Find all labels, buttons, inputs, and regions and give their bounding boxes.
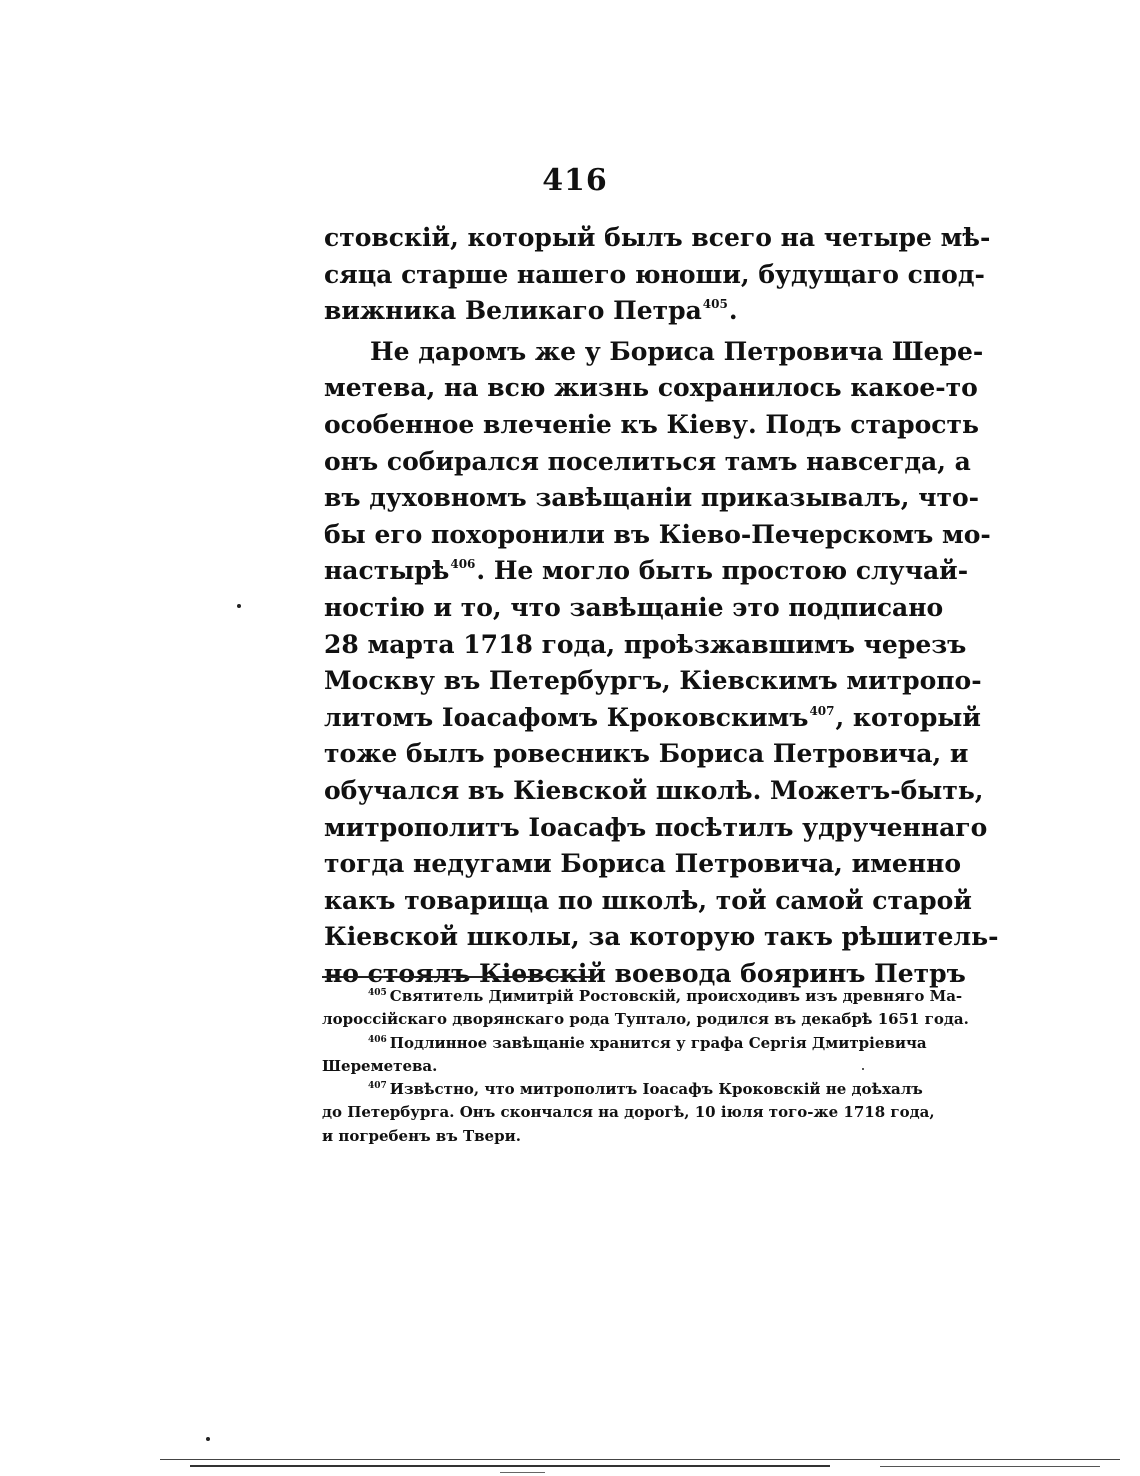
footnote-marker: 406 xyxy=(368,1034,387,1045)
text-segment: Кіевской школы, за которую такъ рѣшитель- xyxy=(324,922,999,952)
text-segment: но стоялъ Кіевскій воевода бояринъ Петръ xyxy=(324,958,966,988)
footnote-marker: 406 xyxy=(450,557,476,572)
scan-speck xyxy=(206,1437,210,1441)
text-line xyxy=(324,293,916,330)
text-segment: тоже былъ ровесникъ Бориса Петровича, и xyxy=(324,739,969,769)
text-segment: Святитель Димитрій Ростовскій, происходивъ изъ древняго Ма- xyxy=(389,987,963,1005)
text-segment: стовскій, который былъ всего на четыре мѣ- xyxy=(324,223,991,252)
text-line xyxy=(324,773,984,810)
text-line xyxy=(324,846,961,883)
text-segment: . Не могло быть простою случай- xyxy=(476,556,969,586)
footnote-marker: 407 xyxy=(809,703,835,718)
footnote-marker: 405 xyxy=(702,297,728,312)
text-line xyxy=(324,553,969,590)
text-segment: Не даромъ же у Бориса Петровича Шере- xyxy=(370,336,984,366)
text-line xyxy=(324,407,979,444)
text-segment: настырѣ xyxy=(324,556,450,586)
scan-edge-line xyxy=(880,1466,1100,1467)
paragraph-start-line xyxy=(324,334,984,371)
text-segment: тогда недугами Бориса Петровича, именно xyxy=(324,849,961,879)
text-line xyxy=(324,883,972,920)
text-segment: сяца старше нашего юноши, будущаго спод- xyxy=(324,259,985,289)
footnote-line xyxy=(322,1101,935,1124)
text-segment: онъ собирался поселиться тамъ навсегда, а xyxy=(324,446,971,476)
scan-speck xyxy=(237,604,241,608)
text-line xyxy=(324,919,999,956)
text-line xyxy=(324,220,991,257)
text-segment: и погребенъ въ Твери. xyxy=(322,1126,521,1145)
scan-edge-line xyxy=(500,1472,545,1473)
text-segment: бы его похоронили въ Кіево-Печерскомъ мо- xyxy=(324,519,991,549)
text-segment: Извѣстно, что митрополитъ Іоасафъ Кроковскій не доѣхалъ xyxy=(389,1080,923,1099)
text-segment: ностію и то, что завѣщаніе это подписано xyxy=(324,592,944,622)
text-segment: въ духовномъ завѣщаніи приказывалъ, что- xyxy=(324,483,980,513)
text-line xyxy=(324,517,991,554)
text-line xyxy=(324,736,969,773)
text-line xyxy=(324,700,981,737)
footnote-line xyxy=(322,1032,927,1055)
text-segment: , который xyxy=(835,702,981,732)
text-line xyxy=(324,480,980,517)
footnote-divider xyxy=(322,976,594,978)
text-segment: лороссійскаго дворянскаго рода Туптало, родился въ декабрѣ 1651 года. xyxy=(322,1010,969,1029)
text-line xyxy=(324,810,988,847)
text-segment: литомъ Іоасафомъ Кроковскимъ xyxy=(324,702,809,732)
footnote-line xyxy=(322,1055,918,1078)
text-segment: особенное влеченіе къ Кіеву. Подъ старость xyxy=(324,409,979,439)
text-segment: 28 марта 1718 года, проѣзжавшимъ черезъ xyxy=(324,629,967,659)
text-line xyxy=(324,257,985,294)
text-line xyxy=(324,590,944,627)
text-line xyxy=(324,627,967,664)
footnote-line xyxy=(322,1008,969,1031)
text-segment: обучался въ Кіевской школѣ. Можетъ-быть, xyxy=(324,775,984,805)
text-segment: . xyxy=(728,296,738,326)
scan-edge-line xyxy=(190,1465,830,1467)
footnote-line xyxy=(322,985,963,1008)
footnote-marker: 405 xyxy=(368,988,387,998)
footnote-line xyxy=(322,1078,923,1101)
main-text xyxy=(324,220,999,992)
scan-speck xyxy=(862,1068,864,1070)
footnote-line xyxy=(322,1125,918,1148)
text-segment: Москву въ Петербургъ, Кіевскимъ митропо- xyxy=(324,666,982,696)
footnotes xyxy=(322,985,969,1148)
footnote-marker: 407 xyxy=(368,1081,387,1092)
text-segment: до Петербурга. Онъ скончался на дорогѣ, 10 іюля того-же 1718 года, xyxy=(322,1103,935,1122)
scan-edge-line xyxy=(160,1459,1120,1460)
text-line xyxy=(324,370,978,407)
text-segment: митрополитъ Іоасафъ посѣтилъ удрученнаго xyxy=(324,812,988,842)
text-segment: метева, на всю жизнь сохранилось какое-то xyxy=(324,373,978,403)
text-segment: Подлинное завѣщаніе хранится у графа Сергія Дмитріевича xyxy=(389,1033,927,1052)
text-segment: вижника Великаго Петра xyxy=(324,296,702,326)
text-segment: какъ товарища по школѣ, той самой старой xyxy=(324,885,972,915)
page-number: 416 xyxy=(542,163,608,198)
text-segment: Шереметева. xyxy=(322,1056,438,1075)
text-line xyxy=(324,444,971,481)
text-line xyxy=(324,663,982,700)
